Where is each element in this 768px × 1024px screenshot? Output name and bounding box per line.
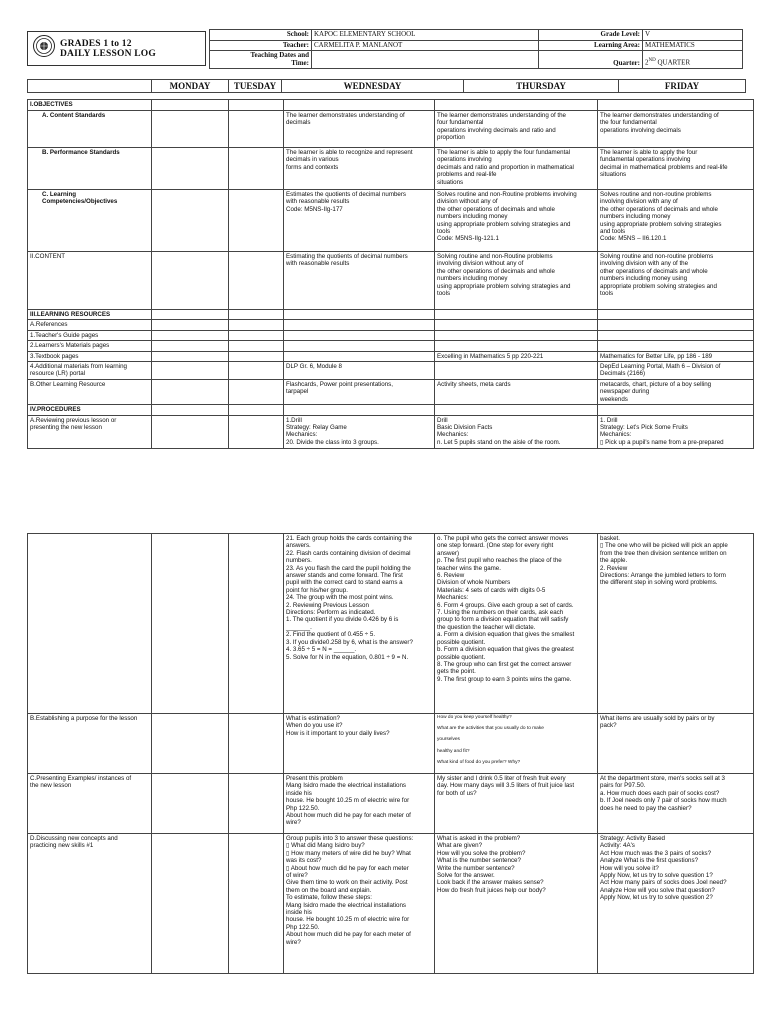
day-thursday: THURSDAY (464, 80, 619, 93)
day-cell (435, 341, 598, 351)
school-value: KAPOC ELEMENTARY SCHOOL (312, 30, 539, 41)
day-cell (229, 351, 284, 361)
table-row (28, 834, 754, 974)
title-line-1: GRADES 1 to 12 (60, 39, 132, 49)
lesson-table-page-1 (27, 99, 754, 449)
row-label: A.References (28, 320, 152, 330)
day-header-table (27, 79, 746, 93)
dll-title (60, 39, 156, 59)
table-row (28, 148, 754, 190)
row-label: II.CONTENT (28, 252, 152, 310)
day-cell: Solves routine and non-Routine problems involving division without any of the other operations of decimals and whole numbers including money using appropriate problem solving strategies and tools Code: M5NS-IIg-121.1 (435, 190, 598, 252)
day-friday: FRIDAY (619, 80, 746, 93)
table-row (28, 252, 754, 310)
day-cell (229, 534, 284, 714)
section-row (28, 100, 754, 111)
day-cell (598, 100, 754, 111)
table-row (28, 534, 754, 714)
row-label: A. Content Standards (28, 111, 152, 148)
day-cell (284, 100, 435, 111)
day-cell (152, 190, 229, 252)
day-cell: Activity sheets, meta cards (435, 380, 598, 405)
area-label: Learning Area: (539, 40, 643, 51)
day-cell: Present this problem Mang Isidro made the electrical installations inside his house. He bought 10.25 m of electric wire for Php 122.50. About how much did he pay for each meter of wire? (284, 774, 435, 834)
day-cell (152, 405, 229, 415)
day-cell: Solves routine and non-routine problems involving division with any of the other operations of decimals and whole numbers including money using appropriate problem solving strategies and tools Code: M5NS – II6.120.1 (598, 190, 754, 252)
day-cell: The learner is able to recognize and represent decimals in various forms and contexts (284, 148, 435, 190)
day-tuesday: TUESDAY (229, 80, 282, 93)
school-label: School: (210, 30, 312, 41)
day-cell: Group pupils into 3 to answer these questions: ▯ What did Mang Isidro buy? ▯ How many meters of wire did he buy? What was its cost? ▯ About how much did he pay for each meter of wire? Give them time to work on their activity. Post them on the board and explain. To estimate, follow these steps: Mang Isidro made the electrical installations inside his house. He bought 10.25 m of electric wire for Php 122.50. About how much did he pay for each meter of wire? (284, 834, 435, 974)
day-cell (598, 310, 754, 320)
day-cell: Strategy: Activity Based Activity: 4A's Act How much was the 3 pairs of socks? Analyze What is the first questions? How will you solve it? Apply Now, let us try to solve question 1? Act How many pairs of socks does Joel need? Analyze How will you solve that question? Apply Now, let us try to solve question 2? (598, 834, 754, 974)
day-cell (229, 111, 284, 148)
dates-label: Teaching Dates and Time: (210, 51, 312, 69)
table-row (28, 190, 754, 252)
day-monday: MONDAY (152, 80, 229, 93)
day-cell: What is asked in the problem? What are given? How will you solve the problem? What is the number sentence? Write the number sentence? Solve for the answer. Look back if the answer makes sense? How do fresh fruit juices help our body? (435, 834, 598, 974)
table-row (28, 362, 754, 380)
day-cell (229, 252, 284, 310)
day-cell (152, 330, 229, 340)
day-cell: Mathematics for Better Life, pp 186 - 189 (598, 351, 754, 361)
day-cell (152, 100, 229, 111)
day-cell: The learner demonstrates understanding of the four fundamental operations involving decimals (598, 111, 754, 148)
day-cell (229, 330, 284, 340)
day-cell (229, 190, 284, 252)
day-cell (229, 148, 284, 190)
row-label (28, 534, 152, 714)
row-label: D.Discussing new concepts and practicing new skills #1 (28, 834, 152, 974)
day-cell (598, 320, 754, 330)
day-cell (229, 320, 284, 330)
header-info-table (209, 29, 743, 69)
day-cell (435, 320, 598, 330)
row-label: B. Performance Standards (28, 148, 152, 190)
day-cell: Estimates the quotients of decimal numbers with reasonable results Code: M5NS-IIg-177 (284, 190, 435, 252)
day-cell (284, 405, 435, 415)
day-cell (435, 362, 598, 380)
section-heading: IV.PROCEDURES (28, 405, 152, 415)
day-cell (152, 774, 229, 834)
table-row (28, 351, 754, 361)
quarter-word: QUARTER (655, 58, 691, 67)
quarter-value (643, 51, 743, 69)
day-cell (229, 380, 284, 405)
row-label: C.Presenting Examples/ instances of the new lesson (28, 774, 152, 834)
day-cell: DLP Gr. 6, Module 8 (284, 362, 435, 380)
table-row (28, 341, 754, 351)
day-cell: Solving routine and non-routine problems involving division with any of the other operations of decimals and whole numbers including money using appropriate problem solving strategies and tools (598, 252, 754, 310)
day-cell: Solving routine and non-Routine problems involving division without any of the other operations of decimals and whole numbers including money using appropriate problem solving strategies and tools (435, 252, 598, 310)
day-cell (229, 774, 284, 834)
day-cell (229, 100, 284, 111)
deped-seal-icon (33, 35, 55, 57)
day-cell (284, 351, 435, 361)
day-cell (435, 100, 598, 111)
row-label: 4.Additional materials from learning resource (LR) portal (28, 362, 152, 380)
section-heading: III.LEARNING RESOURCES (28, 310, 152, 320)
section-heading: I.OBJECTIVES (28, 100, 152, 111)
day-cell (435, 405, 598, 415)
day-cell: 1. Drill Strategy: Let's Pick Some Fruits Mechanics: ▯ Pick up a pupil's name from a pre-prepared (598, 415, 754, 448)
day-cell (152, 714, 229, 774)
row-label: B.Establishing a purpose for the lesson (28, 714, 152, 774)
day-cell: metacards, chart, picture of a boy selling newspaper during weekends (598, 380, 754, 405)
day-cell (229, 834, 284, 974)
day-cell (152, 351, 229, 361)
day-cell (152, 341, 229, 351)
day-cell (152, 534, 229, 714)
row-label: A.Reviewing previous lesson or presenting the new lesson (28, 415, 152, 448)
dates-value (312, 51, 539, 69)
day-cell: The learner demonstrates understanding of the four fundamental operations involving decimals and ratio and proportion (435, 111, 598, 148)
day-cell (229, 362, 284, 380)
lesson-table-page-2 (27, 533, 754, 974)
day-header-blank (28, 80, 152, 93)
row-label: C. Learning Competencies/Objectives (28, 190, 152, 252)
table-row (28, 330, 754, 340)
day-cell: What items are usually sold by pairs or by pack? (598, 714, 754, 774)
day-cell: The learner demonstrates understanding of decimals (284, 111, 435, 148)
day-cell (152, 310, 229, 320)
day-cell (284, 310, 435, 320)
grade-label: Grade Level: (539, 30, 643, 41)
grade-value: V (643, 30, 743, 41)
row-label: B.Other Learning Resource (28, 380, 152, 405)
day-cell: DepEd Learning Portal, Math 6 – Division of Decimals (2166) (598, 362, 754, 380)
day-cell: The learner is able to apply the four fundamental operations involving decimals and ratio and proportion in mathematical problems and real-life situations (435, 148, 598, 190)
table-row (28, 714, 754, 774)
section-row (28, 405, 754, 415)
table-row (28, 111, 754, 148)
day-cell (598, 405, 754, 415)
title-line-2: DAILY LESSON LOG (60, 49, 156, 59)
day-cell: Estimating the quotients of decimal numbers with reasonable results (284, 252, 435, 310)
day-cell (152, 148, 229, 190)
day-cell: The learner is able to apply the four fundamental operations involving decimal in mathematical problems and real-life situations (598, 148, 754, 190)
day-cell: Drill Basic Division Facts Mechanics: n. Let 5 pupils stand on the aisle of the room. (435, 415, 598, 448)
day-cell: Flashcards, Power point presentations, tarpapel (284, 380, 435, 405)
table-row (28, 320, 754, 330)
row-label: 2.Learners's Materials pages (28, 341, 152, 351)
day-cell (284, 320, 435, 330)
teacher-label: Teacher: (210, 40, 312, 51)
day-cell: 21. Each group holds the cards containing the answers. 22. Flash cards containing division of decimal numbers. 23. As you flash the card the pupil holding the answer stands and come forward. The first pupil with the correct card to stand earns a point for his/her group. 24. The group with the most point wins. 2. Reviewing Previous Lesson Directions: Perform as indicated. 1. The quotient if you divide 0.426 by 6 is _______. 2. Find the quotient of 0.455 ÷ 5. 3. If you divide0.258 by 6, what is the answer? 4. 3.65 ÷ 5 = N = ______. 5. Solve for N in the equation, 0.801 ÷ 9 = N. (284, 534, 435, 714)
day-cell: o. The pupil who gets the correct answer moves one step forward. (One step for every right answer) p. The first pupil who reaches the place of the teacher wins the game. 6. Review Division of whole Numbers Materials: 4 sets of cards with digits 0-5 Mechanics: 6. Form 4 groups. Give each group a set of cards. 7. Using the numbers on their cards, ask each group to form a division equation that will satisfy the question the teacher will dictate. a. Form a division equation that gives the smallest possible quotient. b. Form a division equation that gives the greatest possible quotient. 8. The group who can first get the correct answer gets the point. 9. The first group to earn 3 points wins the game. (435, 534, 598, 714)
day-cell (435, 330, 598, 340)
day-cell (284, 330, 435, 340)
table-row (28, 774, 754, 834)
day-cell (598, 330, 754, 340)
day-cell (229, 405, 284, 415)
day-cell: How do you keep yourself healthy? What are the activities that you usually do to make yourselves healthy and fit? What kind of food do you prefer? Why? (435, 714, 598, 774)
table-row (28, 380, 754, 405)
day-cell: Excelling in Mathematics 5 pp 220-221 (435, 351, 598, 361)
day-cell (152, 380, 229, 405)
section-row (28, 310, 754, 320)
day-cell: basket. ▯ The one who will be picked will pick an apple from the tree then division sentence written on the apple. 2. Review Directions: Arrange the jumbled letters to form the different step in solving word problems. (598, 534, 754, 714)
quarter-number: 2 (645, 58, 649, 67)
day-cell: At the department store, men's socks sell at 3 pairs for P97.50. a. How much does each pair of socks cost? b. If Joel needs only 7 pair of socks how much does he need to pay the cashier? (598, 774, 754, 834)
day-cell (152, 834, 229, 974)
day-cell (229, 310, 284, 320)
day-cell (152, 111, 229, 148)
day-cell: 1.Drill Strategy: Relay Game Mechanics: 20. Divide the class into 3 groups. (284, 415, 435, 448)
row-label: 1.Teacher's Guide pages (28, 330, 152, 340)
teacher-value: CARMELITA P. MANLANOT (312, 40, 539, 51)
day-cell (152, 320, 229, 330)
day-wednesday: WEDNESDAY (282, 80, 464, 93)
quarter-suffix: ND (648, 58, 656, 64)
day-cell (152, 362, 229, 380)
row-label: 3.Textbook pages (28, 351, 152, 361)
quarter-label: Quarter: (539, 51, 643, 69)
day-cell (284, 341, 435, 351)
day-cell (152, 252, 229, 310)
day-cell (152, 415, 229, 448)
table-row (28, 415, 754, 448)
day-cell (229, 415, 284, 448)
day-cell (598, 341, 754, 351)
day-cell (435, 310, 598, 320)
day-cell: My sister and I drink 0.5 liter of fresh fruit every day. How many days will 3.5 liters of fruit juice last for both of us? (435, 774, 598, 834)
day-cell (229, 714, 284, 774)
day-cell: What is estimation? When do you use it? How is it important to your daily lives? (284, 714, 435, 774)
area-value: MATHEMATICS (643, 40, 743, 51)
day-cell (229, 341, 284, 351)
